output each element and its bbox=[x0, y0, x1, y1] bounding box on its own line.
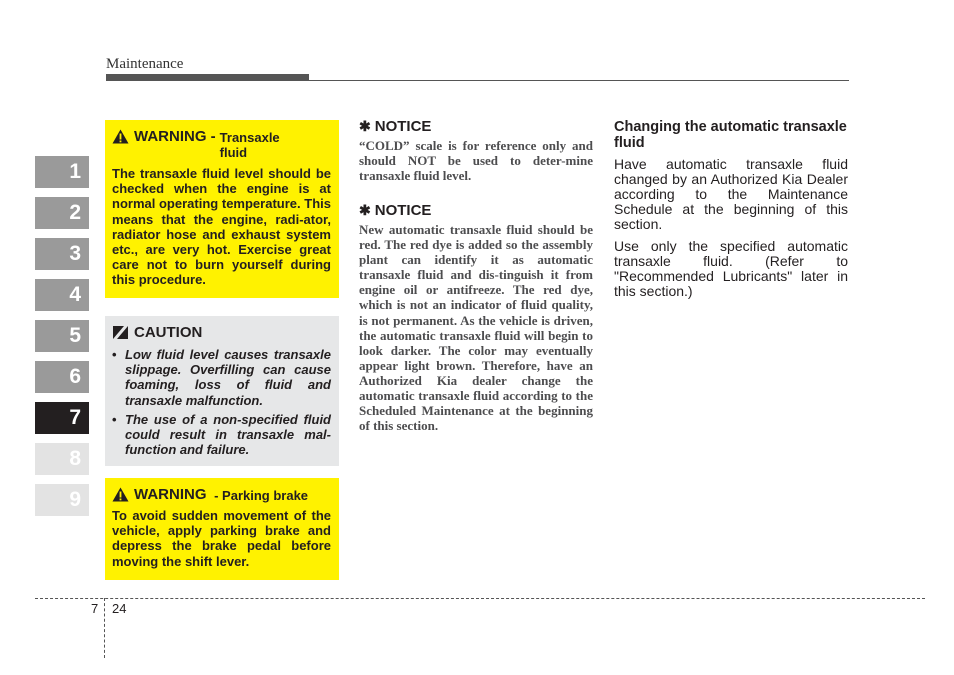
notice-red-dye bbox=[359, 202, 593, 433]
caution-item: • Low fluid level causes transaxle slippage. Overfilling can cause foaming, loss of fluid and transaxle malfunction. bbox=[112, 347, 331, 408]
warning-heading bbox=[112, 486, 331, 503]
warning-subject: Transaxle fluid bbox=[219, 130, 280, 160]
caution-list bbox=[112, 347, 331, 457]
page-header-title: Maintenance bbox=[106, 56, 184, 72]
notice-label: NOTICE bbox=[374, 202, 432, 219]
notice-body: “COLD” scale is for reference only and should NOT be used to deter-mine transaxle fluid level. bbox=[359, 138, 593, 184]
warning-subject: - Parking brake bbox=[210, 488, 309, 503]
asterisk-icon: ✱ bbox=[359, 202, 371, 218]
footer-divider bbox=[104, 598, 105, 658]
notice-label: NOTICE bbox=[374, 118, 432, 135]
chapter-tab-3[interactable]: 3 bbox=[35, 238, 89, 270]
warning-body: To avoid sudden movement of the vehicle, apply parking brake and depress the brake pedal before moving the shift lever. bbox=[112, 508, 331, 569]
warning-label: WARNING - bbox=[134, 128, 216, 145]
caution-label: CAUTION bbox=[134, 324, 203, 341]
chapter-tab-6[interactable]: 6 bbox=[35, 361, 89, 393]
chapter-tab-5[interactable]: 5 bbox=[35, 320, 89, 352]
chapter-tab-7[interactable]: 7 bbox=[35, 402, 89, 434]
notice-heading bbox=[359, 118, 593, 135]
caution-item: • The use of a non-specified fluid could result in transaxle mal-function and failure. bbox=[112, 412, 331, 458]
footer-chapter-number: 7 bbox=[91, 601, 99, 616]
caution-icon bbox=[112, 325, 129, 340]
header-rule bbox=[309, 80, 849, 81]
section-heading: Changing the automatic transaxle fluid bbox=[614, 119, 847, 151]
notice-cold-scale bbox=[359, 118, 593, 183]
notice-heading bbox=[359, 202, 593, 219]
chapter-tabs bbox=[35, 156, 89, 525]
warning-triangle-icon bbox=[112, 129, 129, 144]
warning-heading bbox=[112, 128, 331, 160]
chapter-tab-9[interactable]: 9 bbox=[35, 484, 89, 516]
section-paragraph: Have automatic transaxle fluid changed by an Authorized Kia Dealer according to the Maintenance Schedule at the beginning of this section. bbox=[614, 156, 848, 232]
chapter-tab-4[interactable]: 4 bbox=[35, 279, 89, 311]
header-bar bbox=[106, 74, 309, 81]
asterisk-icon: ✱ bbox=[359, 118, 371, 134]
warning-triangle-icon bbox=[112, 487, 129, 502]
footer-page-number: 24 bbox=[112, 601, 127, 616]
notice-body: New automatic transaxle fluid should be red. The red dye is added so the assembly plant can identify it as automatic transaxle fluid and dis-tinguish it from engine oil or antifreeze. The red dye, which is not an indicator of fluid quality, is not permanent. As the vehicle is driven, the automatic transaxle fluid will begin to look darker. The color may eventually appear light brown. Therefore, have an Authorized Kia dealer change the automatic transaxle fluid according to the Scheduled Maintenance at the beginning of this section. bbox=[359, 222, 593, 434]
caution-box bbox=[105, 316, 339, 466]
chapter-tab-8[interactable]: 8 bbox=[35, 443, 89, 475]
section-paragraph: Use only the specified automatic transaxle fluid. (Refer to "Recommended Lubricants" later in this section.) bbox=[614, 238, 848, 299]
chapter-tab-1[interactable]: 1 bbox=[35, 156, 89, 188]
caution-heading bbox=[112, 324, 331, 341]
warning-box-transaxle-fluid bbox=[105, 120, 339, 298]
warning-body: The transaxle fluid level should be checked when the engine is at normal operating temperature. This means that the engine, radi-ator, radiator hose and exhaust system etc., are very hot. Exercise great care not to burn yourself during this procedure. bbox=[112, 166, 331, 288]
section-changing-fluid bbox=[614, 119, 848, 299]
chapter-tab-2[interactable]: 2 bbox=[35, 197, 89, 229]
warning-label: WARNING bbox=[134, 486, 207, 503]
warning-box-parking-brake bbox=[105, 478, 339, 580]
footer-rule bbox=[35, 598, 925, 599]
